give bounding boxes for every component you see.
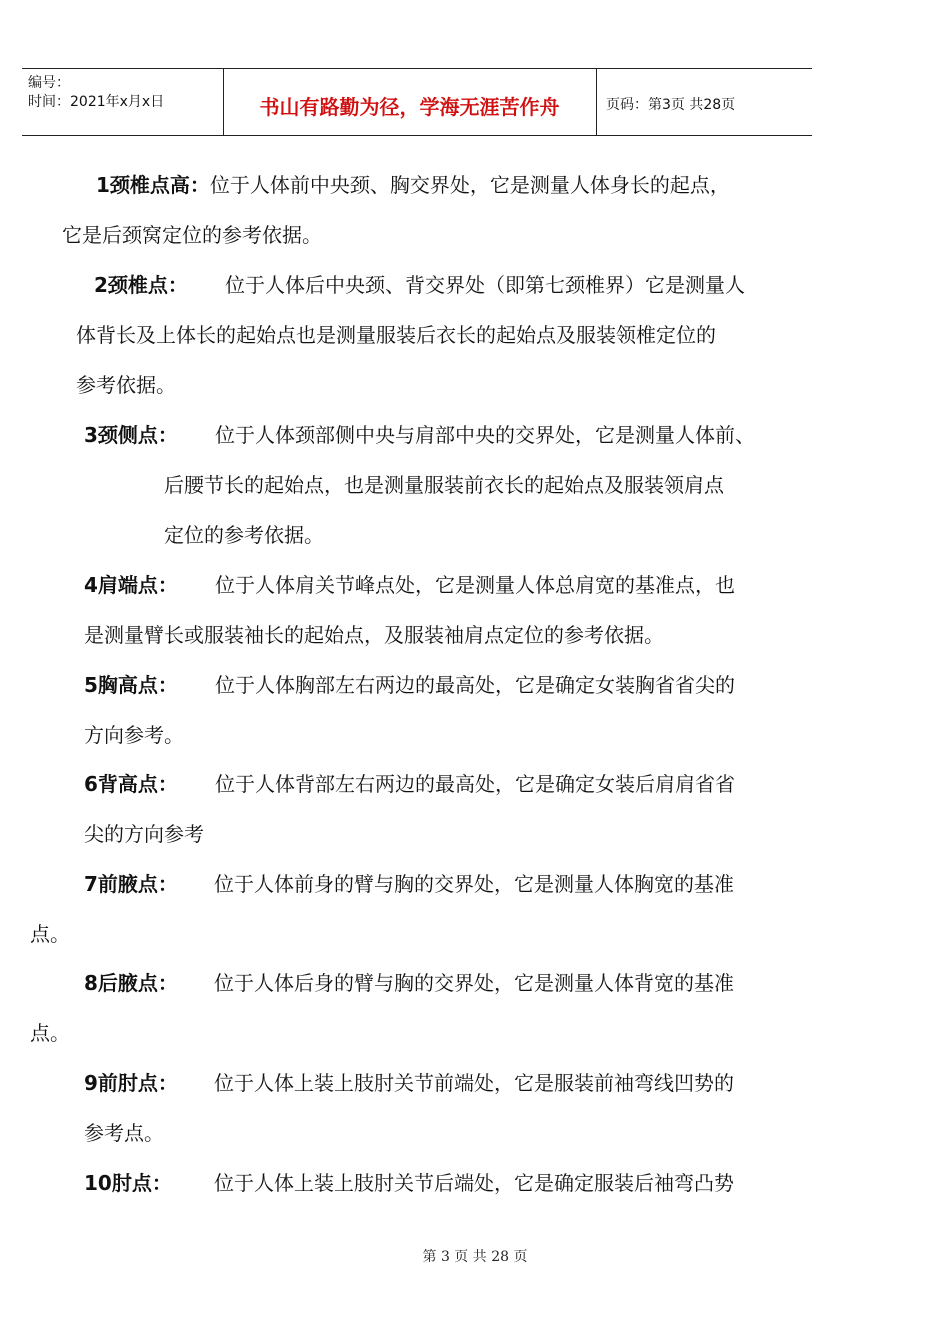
term-8: 8后腋点： — [84, 971, 178, 995]
term-9: 9前肘点： — [84, 1071, 178, 1095]
term-5: 5胸高点： — [84, 673, 178, 697]
term-10: 10肘点： — [84, 1171, 172, 1195]
entry-4-line-1: 位于人体肩关节峰点处，它是测量人体总肩宽的基准点，也 — [215, 573, 735, 597]
entry-5-line-2: 方向参考。 — [84, 723, 184, 747]
entry-2-line-1: 位于人体后中央颈、背交界处（即第七颈椎界）它是测量人 — [225, 273, 745, 297]
entry-8-line-1: 位于人体后身的臂与胸的交界处，它是测量人体背宽的基准 — [214, 971, 734, 995]
term-3: 3颈侧点： — [84, 423, 178, 447]
entry-9-line-2: 参考点。 — [84, 1121, 164, 1145]
entry-7-line-2: 点。 — [30, 922, 70, 946]
entry-9-line-1: 位于人体上装上肢肘关节前端处，它是服装前袖弯线凹势的 — [214, 1071, 734, 1095]
entry-1-line-1: 位于人体前中央颈、胸交界处，它是测量人体身长的起点， — [209, 173, 730, 197]
entry-3-line-2: 后腰节长的起始点，也是测量服装前衣长的起始点及服装领肩点 — [164, 473, 724, 497]
header-page-cell — [596, 69, 812, 135]
page-footer: 第 3 页 共 28 页 — [422, 1249, 528, 1265]
entry-2-line-3: 参考依据。 — [76, 373, 176, 397]
entry-3-line-1: 位于人体颈部侧中央与肩部中央的交界处，它是测量人体前、 — [215, 423, 755, 447]
entry-6-line-2: 尖的方向参考 — [84, 822, 204, 846]
page-info: 页码：第3页 共28页 — [606, 97, 736, 113]
header-meta-cell — [22, 69, 224, 135]
entry-6-line-1: 位于人体背部左右两边的最高处，它是确定女装后肩肩省省 — [215, 772, 735, 796]
time-label: 时间：2021年x月x日 — [28, 94, 165, 110]
entry-7-line-1: 位于人体前身的臂与胸的交界处，它是测量人体胸宽的基准 — [214, 872, 734, 896]
term-7: 7前腋点： — [84, 872, 178, 896]
entry-3-line-3: 定位的参考依据。 — [164, 523, 324, 547]
term-4: 4肩端点： — [84, 573, 178, 597]
entry-8-line-2: 点。 — [30, 1021, 70, 1045]
term-1: 1颈椎点高： — [96, 173, 210, 197]
term-2: 2颈椎点： — [94, 273, 188, 297]
entry-2-line-2: 体背长及上体长的起始点也是测量服装后衣长的起始点及服装领椎定位的 — [76, 323, 716, 347]
number-label: 编号： — [28, 75, 70, 91]
header-table — [22, 68, 812, 136]
entry-4-line-2: 是测量臂长或服装袖长的起始点，及服装袖肩点定位的参考依据。 — [84, 623, 664, 647]
header-motto-cell — [223, 69, 597, 135]
motto: 书山有路勤为径，学海无涯苦作舟 — [259, 95, 560, 119]
entry-1-line-2: 它是后颈窝定位的参考依据。 — [62, 223, 322, 247]
term-6: 6背高点： — [84, 772, 178, 796]
entry-5-line-1: 位于人体胸部左右两边的最高处，它是确定女装胸省省尖的 — [215, 673, 735, 697]
entry-10-line-1: 位于人体上装上肢肘关节后端处，它是确定服装后袖弯凸势 — [214, 1171, 734, 1195]
